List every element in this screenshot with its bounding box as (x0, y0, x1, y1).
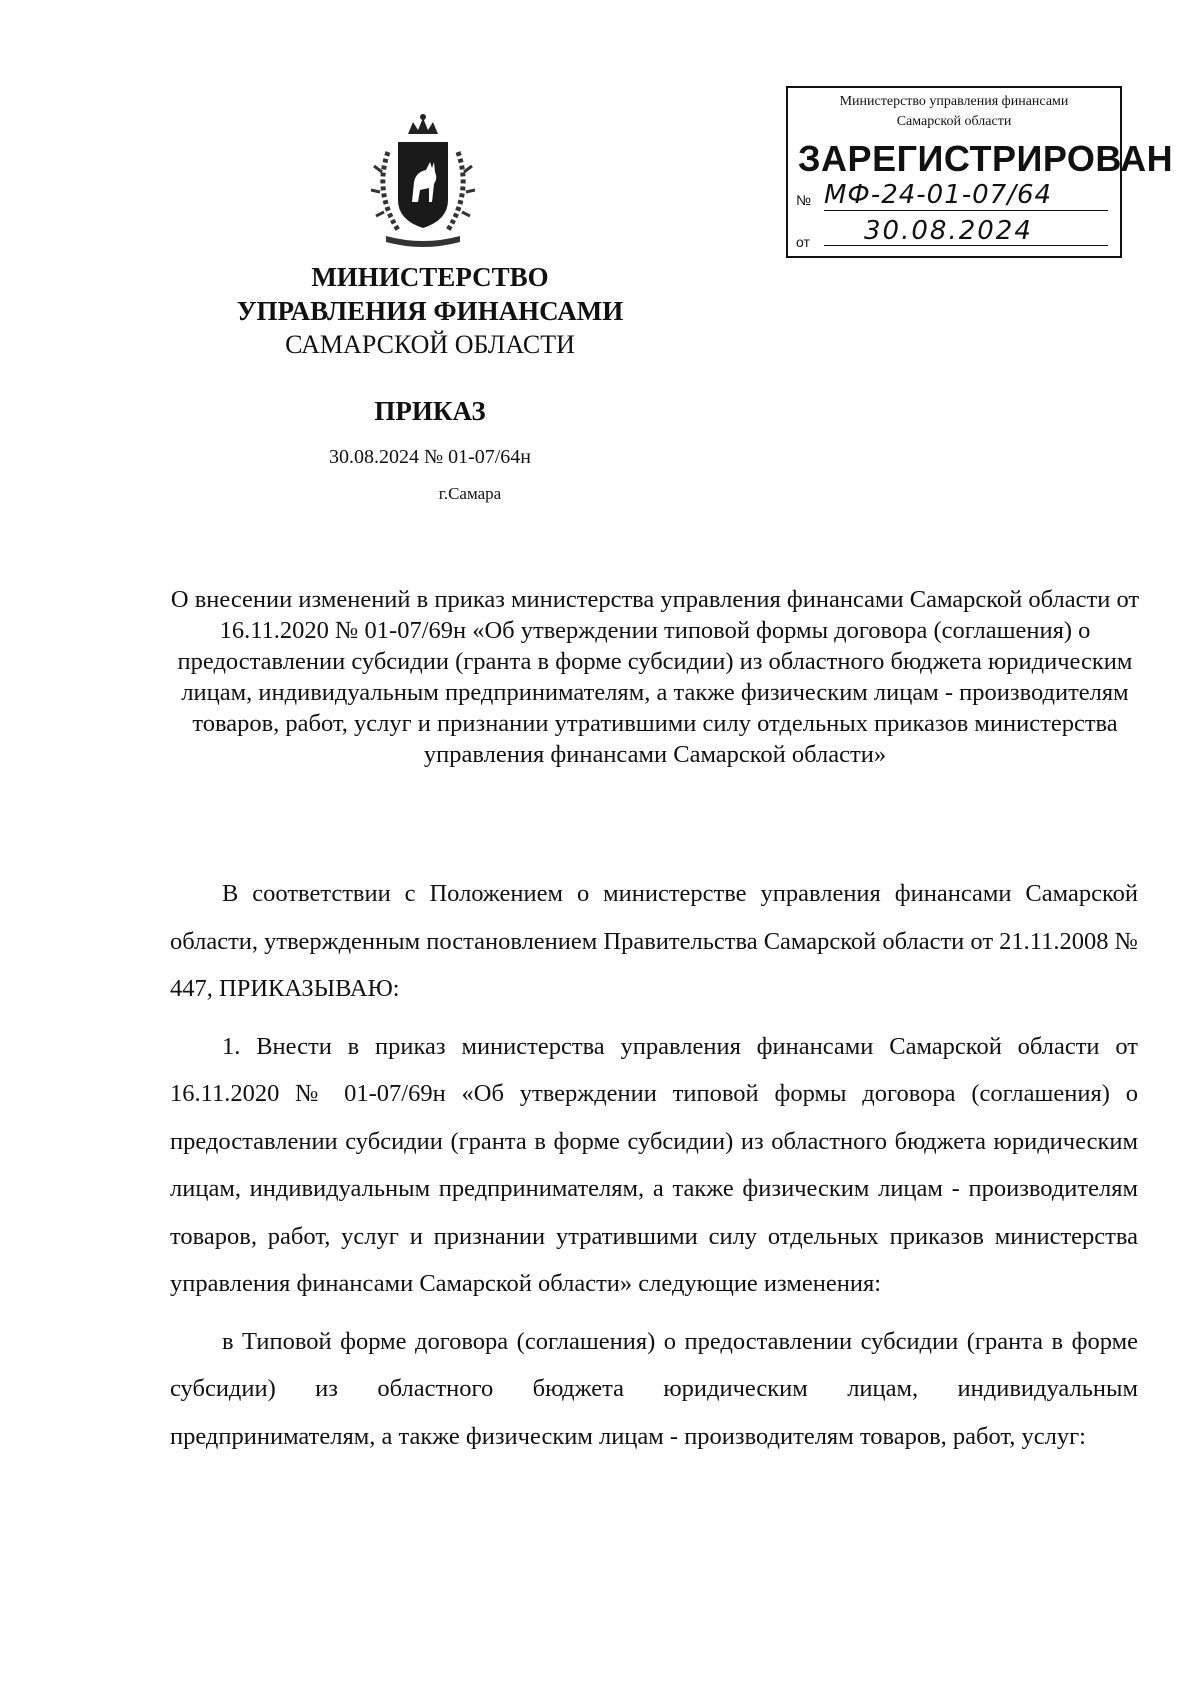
registration-stamp (786, 86, 1174, 258)
order-body (170, 870, 1138, 1470)
stamp-date-handwritten: 30.08.2024 (824, 216, 1108, 246)
body-paragraph-2: 1. Внести в приказ министерства управления финансами Самарской области от 16.11.2020 № 01-07/69н «Об утверждении типовой формы договора (соглашения) о предоставлении субсидии (гранта в форме субсидии) из областного бюджета юридическим лицам, индивидуальным предпринимателям, а также физическим лицам - производителям товаров, работ, услуг и признании утратившими силу отдельных приказов министерства управления финансами Самарской области» следующие изменения: (170, 1032, 1138, 1297)
body-paragraph-1: В соответствии с Положением о министерстве управления финансами Самарской области, утвержденным постановлением Правительства Самарской области от 21.11.2008 № 447, ПРИКАЗЫВАЮ: (170, 880, 1139, 1002)
stamp-title: ЗАРЕГИСТРИРОВАН (798, 138, 1174, 179)
order-subject: О внесении изменений в приказ министерства управления финансами Самарской области от 16.11.2020 № 01-07/69н «Об утверждении типовой формы договора (соглашения) о предоставлении субсидии (гранта в форме субсидии) из областного бюджета юридическим лицам, индивидуальным предпринимателям, а также физическим лицам - производителям товаров, работ, услуг и признании утратившими силу отдельных приказов министерства управления финансами Самарской области» (170, 586, 1140, 768)
ministry-line-3: САМАРСКОЙ ОБЛАСТИ (285, 330, 575, 359)
order-date-number: 30.08.2024 № 01-07/64н (328, 446, 531, 468)
stamp-organization: Министерство управления финансами (839, 94, 1069, 109)
ministry-line-2: УПРАВЛЕНИЯ ФИНАНСАМИ (236, 296, 624, 326)
stamp-region: Самарской области (896, 114, 1012, 129)
order-title: ПРИКАЗ (374, 396, 486, 426)
order-city: г.Самара (438, 484, 502, 503)
stamp-number-handwritten: МФ-24-01-07/64 (824, 180, 1108, 211)
coat-of-arms-icon (368, 112, 478, 252)
stamp-date-label: от (796, 234, 810, 250)
body-paragraph-3: в Типовой форме договора (соглашения) о предоставлении субсидии (гранта в форме субсидии) из областного бюджета юридическим лицам, индивидуальным предпринимателям, а также физическим лицам - производителям товаров, работ, услуг: (170, 1327, 1138, 1450)
stamp-number-label: № (796, 192, 812, 208)
ministry-line-1: МИНИСТЕРСТВО (311, 262, 549, 292)
